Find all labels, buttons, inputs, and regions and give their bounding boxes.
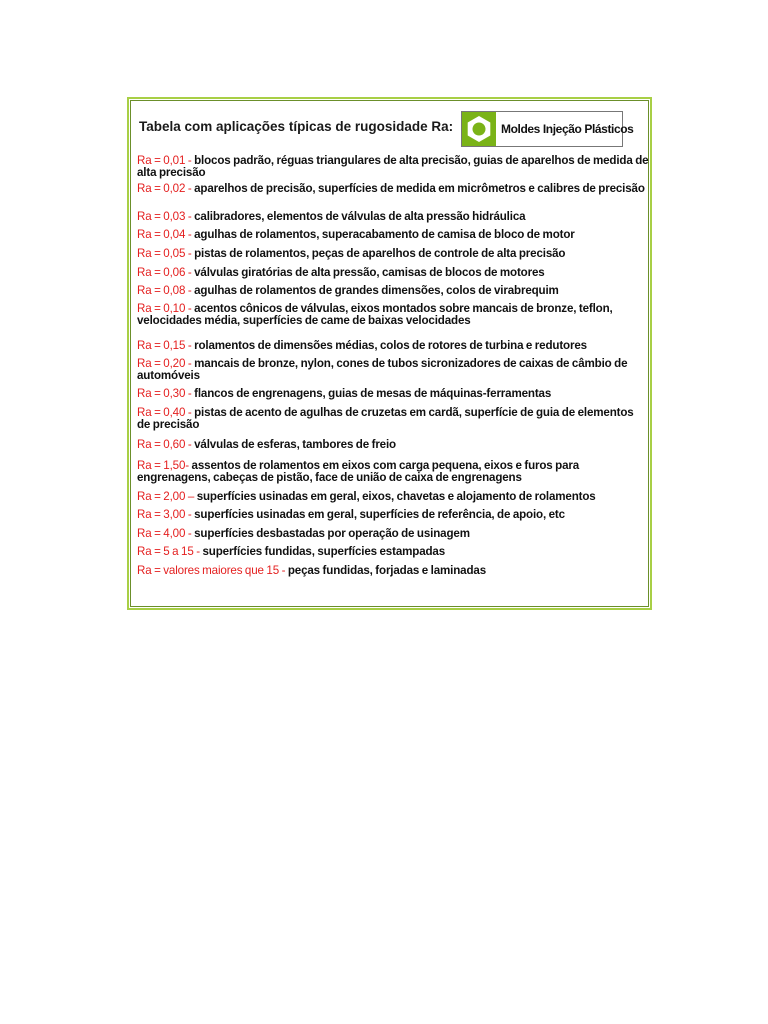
roughness-value: Ra = 0,15 -	[137, 339, 192, 352]
roughness-row	[137, 565, 649, 577]
roughness-value: Ra = 0,04 -	[137, 228, 192, 241]
roughness-row	[137, 439, 649, 451]
roughness-application: acentos cônicos de válvulas, eixos montados sobre mancais de bronze, teflon, velocidades média, superfícies de came de baixas velocidades	[137, 302, 613, 327]
logo-text: Moldes Injeção Plásticos	[501, 122, 634, 136]
roughness-application: superfícies usinadas em geral, superfícies de referência, de apoio, etc	[194, 508, 565, 521]
roughness-value: Ra = 0,05 -	[137, 247, 192, 260]
roughness-value: Ra = 3,00 -	[137, 508, 192, 521]
roughness-row	[137, 528, 649, 540]
roughness-application: aparelhos de precisão, superfícies de medida em micrômetros e calibres de precisão	[194, 182, 645, 195]
roughness-row	[137, 285, 649, 297]
roughness-value: Ra = 0,60 -	[137, 438, 192, 451]
roughness-application: válvulas de esferas, tambores de freio	[194, 438, 396, 451]
roughness-application: superfícies fundidas, superfícies estampadas	[202, 545, 446, 558]
roughness-value: Ra = 0,40 -	[137, 406, 192, 419]
roughness-row	[137, 509, 649, 521]
roughness-value: Ra = 1,50-	[137, 459, 189, 472]
roughness-row	[137, 358, 649, 382]
roughness-row	[137, 340, 649, 352]
roughness-value: Ra = 2,00 –	[137, 490, 195, 503]
roughness-value: Ra = 5 a 15 -	[137, 545, 200, 558]
table-title: Tabela com aplicações típicas de rugosidade Ra:	[139, 119, 454, 134]
roughness-value: Ra = 0,30 -	[137, 387, 192, 400]
roughness-row	[137, 155, 649, 179]
roughness-application: rolamentos de dimensões médias, colos de rotores de turbina e redutores	[194, 339, 587, 352]
hex-nut-icon	[462, 112, 496, 146]
roughness-value: Ra = 0,06 -	[137, 266, 192, 279]
roughness-application: superfícies desbastadas por operação de usinagem	[194, 527, 470, 540]
roughness-row	[137, 303, 649, 327]
roughness-application: agulhas de rolamentos, superacabamento de camisa de bloco de motor	[194, 228, 575, 241]
roughness-value: Ra = 0,20 -	[137, 357, 192, 370]
roughness-table	[127, 97, 652, 610]
roughness-value: Ra = 4,00 -	[137, 527, 192, 540]
table-header	[139, 109, 639, 153]
roughness-value: Ra = valores maiores que 15 -	[137, 564, 286, 577]
roughness-row	[137, 248, 649, 260]
roughness-row	[137, 183, 649, 195]
logo	[461, 111, 634, 147]
roughness-row	[137, 407, 649, 431]
roughness-application: flancos de engrenagens, guias de mesas de máquinas-ferramentas	[194, 387, 552, 400]
roughness-row	[137, 546, 649, 558]
roughness-row	[137, 229, 649, 241]
roughness-application: superfícies usinadas em geral, eixos, chavetas e alojamento de rolamentos	[196, 490, 596, 503]
roughness-row	[137, 211, 649, 223]
roughness-value: Ra = 0,02 -	[137, 182, 192, 195]
roughness-row	[137, 267, 649, 279]
roughness-application: peças fundidas, forjadas e laminadas	[287, 564, 486, 577]
roughness-row	[137, 491, 649, 503]
roughness-application: mancais de bronze, nylon, cones de tubos sicronizadores de caixas de câmbio de automóveis	[137, 357, 628, 382]
roughness-value: Ra = 0,03 -	[137, 210, 192, 223]
roughness-application: agulhas de rolamentos de grandes dimensões, colos de virabrequim	[194, 284, 559, 297]
roughness-value: Ra = 0,01 -	[137, 154, 192, 167]
roughness-value: Ra = 0,08 -	[137, 284, 192, 297]
roughness-row	[137, 388, 649, 400]
roughness-row	[137, 460, 649, 484]
roughness-application: pistas de acento de agulhas de cruzetas em cardã, superfície de guia de elementos de precisão	[137, 406, 634, 431]
roughness-application: válvulas giratórias de alta pressão, camisas de blocos de motores	[194, 266, 545, 279]
roughness-application: assentos de rolamentos em eixos com carga pequena, eixos e furos para engrenagens, cabeças de pistão, face de união de caixa de engrenagens	[137, 459, 580, 484]
roughness-value: Ra = 0,10 -	[137, 302, 192, 315]
roughness-application: pistas de rolamentos, peças de aparelhos de controle de alta precisão	[194, 247, 566, 260]
roughness-application: blocos padrão, réguas triangulares de alta precisão, guias de aparelhos de medida de alta precisão	[137, 154, 649, 179]
roughness-application: calibradores, elementos de válvulas de alta pressão hidráulica	[194, 210, 526, 223]
